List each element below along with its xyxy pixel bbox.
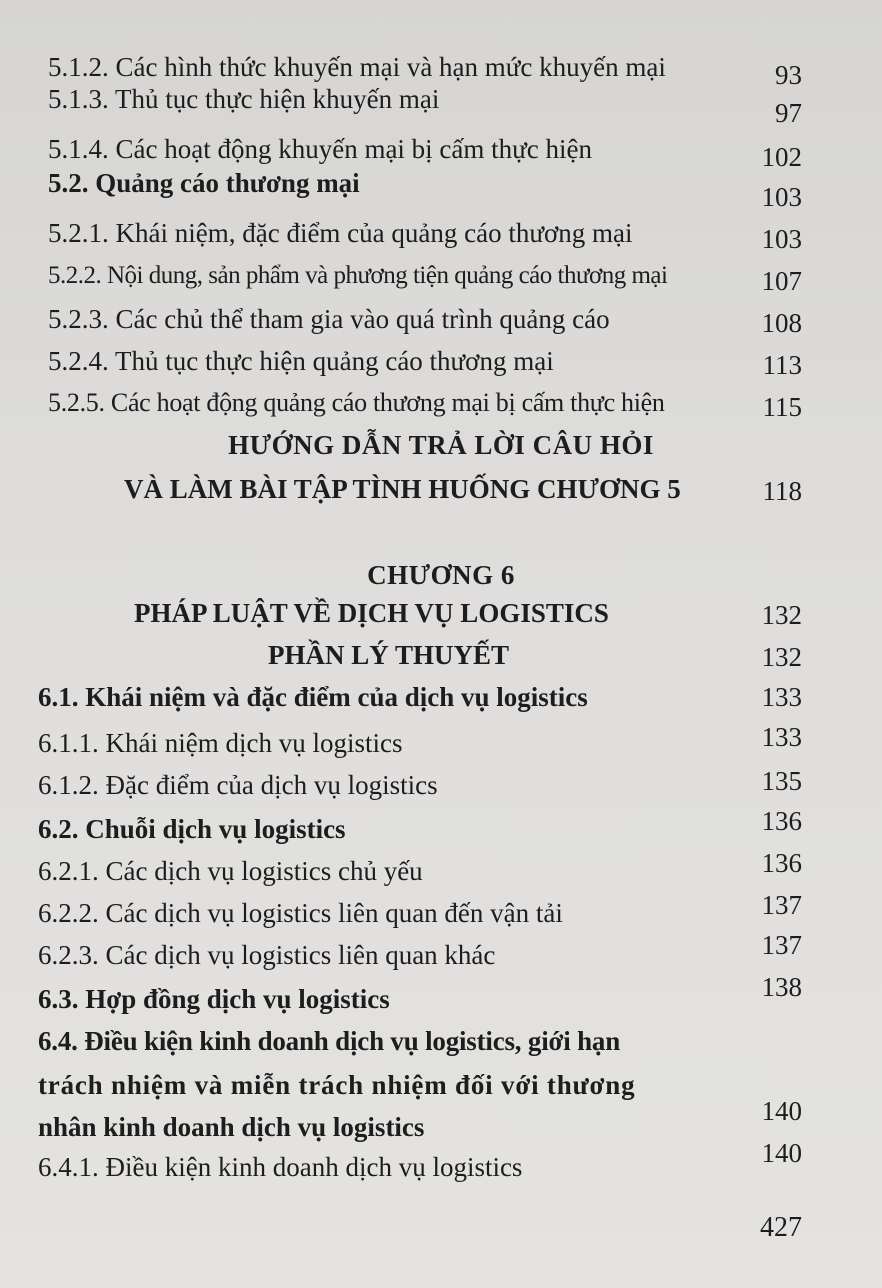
toc-entry-page: 138 — [761, 972, 802, 1002]
part-title: PHẦN LÝ THUYẾT — [268, 640, 510, 670]
toc-entry-title: 5.2.2. Nội dung, sản phẩm và phương tiện quảng cáo thương mại — [48, 262, 668, 289]
toc-entry-page: 135 — [761, 766, 802, 796]
toc-entry-page: 113 — [762, 350, 802, 380]
guidance-heading-line2: VÀ LÀM BÀI TẬP TÌNH HUỐNG CHƯƠNG 5 — [124, 474, 681, 504]
toc-entry-title: 6.1.1. Khái niệm dịch vụ logistics — [38, 728, 403, 758]
toc-entry-page: 140 — [761, 1096, 802, 1126]
toc-entry-page: 118 — [762, 476, 802, 506]
toc-section-title: 6.3. Hợp đồng dịch vụ logistics — [38, 984, 390, 1014]
toc-entry-page: 103 — [761, 182, 802, 212]
toc-entry-page: 108 — [761, 308, 802, 338]
toc-entry-title: 5.2.5. Các hoạt động quảng cáo thương mại bị cấm thực hiện — [48, 388, 665, 417]
toc-entry-page: 132 — [761, 642, 802, 672]
toc-entry-page: 132 — [761, 600, 802, 630]
toc-entry-title: 6.2.2. Các dịch vụ logistics liên quan đến vận tải — [38, 898, 563, 928]
toc-entry-page: 136 — [761, 848, 802, 878]
toc-entry-title: 6.2.3. Các dịch vụ logistics liên quan khác — [38, 940, 496, 970]
toc-entry-page: 107 — [761, 266, 802, 296]
toc-entry-title: 5.1.3. Thủ tục thực hiện khuyến mại — [48, 84, 440, 114]
toc-entry-title: 5.2.4. Thủ tục thực hiện quảng cáo thương mại — [48, 346, 554, 376]
page-number: 427 — [760, 1212, 802, 1243]
toc-entry-page: 137 — [761, 930, 802, 960]
toc-entry-page: 137 — [761, 890, 802, 920]
chapter-title: PHÁP LUẬT VỀ DỊCH VỤ LOGISTICS — [134, 598, 609, 628]
toc-entry-title: 5.2.3. Các chủ thể tham gia vào quá trình quảng cáo — [48, 304, 610, 334]
guidance-heading-line1: HƯỚNG DẪN TRẢ LỜI CÂU HỎI — [228, 430, 654, 460]
toc-section-title-line3: nhân kinh doanh dịch vụ logistics — [38, 1112, 425, 1142]
toc-entry-page: 103 — [761, 224, 802, 254]
toc-entry-page: 102 — [761, 142, 802, 172]
toc-section-title: 6.1. Khái niệm và đặc điểm của dịch vụ logistics — [38, 682, 588, 712]
toc-entry-page: 115 — [762, 392, 802, 422]
toc-entry-title: 6.1.2. Đặc điểm của dịch vụ logistics — [38, 770, 438, 800]
toc-entry-page: 133 — [761, 682, 802, 712]
toc-section-title: 6.2. Chuỗi dịch vụ logistics — [38, 814, 346, 844]
toc-entry-page: 133 — [761, 722, 802, 752]
toc-entry-title: 6.2.1. Các dịch vụ logistics chủ yếu — [38, 856, 423, 886]
toc-section-title: 5.2. Quảng cáo thương mại — [48, 168, 360, 198]
toc-entry-page: 93 — [775, 60, 802, 90]
toc-entry-title: 5.1.4. Các hoạt động khuyến mại bị cấm thực hiện — [48, 134, 593, 164]
toc-entry-title: 6.4.1. Điều kiện kinh doanh dịch vụ logistics — [38, 1152, 523, 1182]
toc-entry-title: 5.2.1. Khái niệm, đặc điểm của quảng cáo thương mại — [48, 218, 633, 248]
toc-entry-page: 140 — [761, 1138, 802, 1168]
chapter-label: CHƯƠNG 6 — [367, 560, 515, 590]
toc-entry-page: 136 — [761, 806, 802, 836]
toc-entry-title: 5.1.2. Các hình thức khuyến mại và hạn mức khuyến mại — [48, 52, 666, 82]
toc-entry-page: 97 — [775, 98, 802, 128]
toc-section-title-line2: trách nhiệm và miễn trách nhiệm đối với thương — [38, 1070, 636, 1100]
toc-section-title-line1: 6.4. Điều kiện kinh doanh dịch vụ logistics, giới hạn — [38, 1026, 621, 1056]
